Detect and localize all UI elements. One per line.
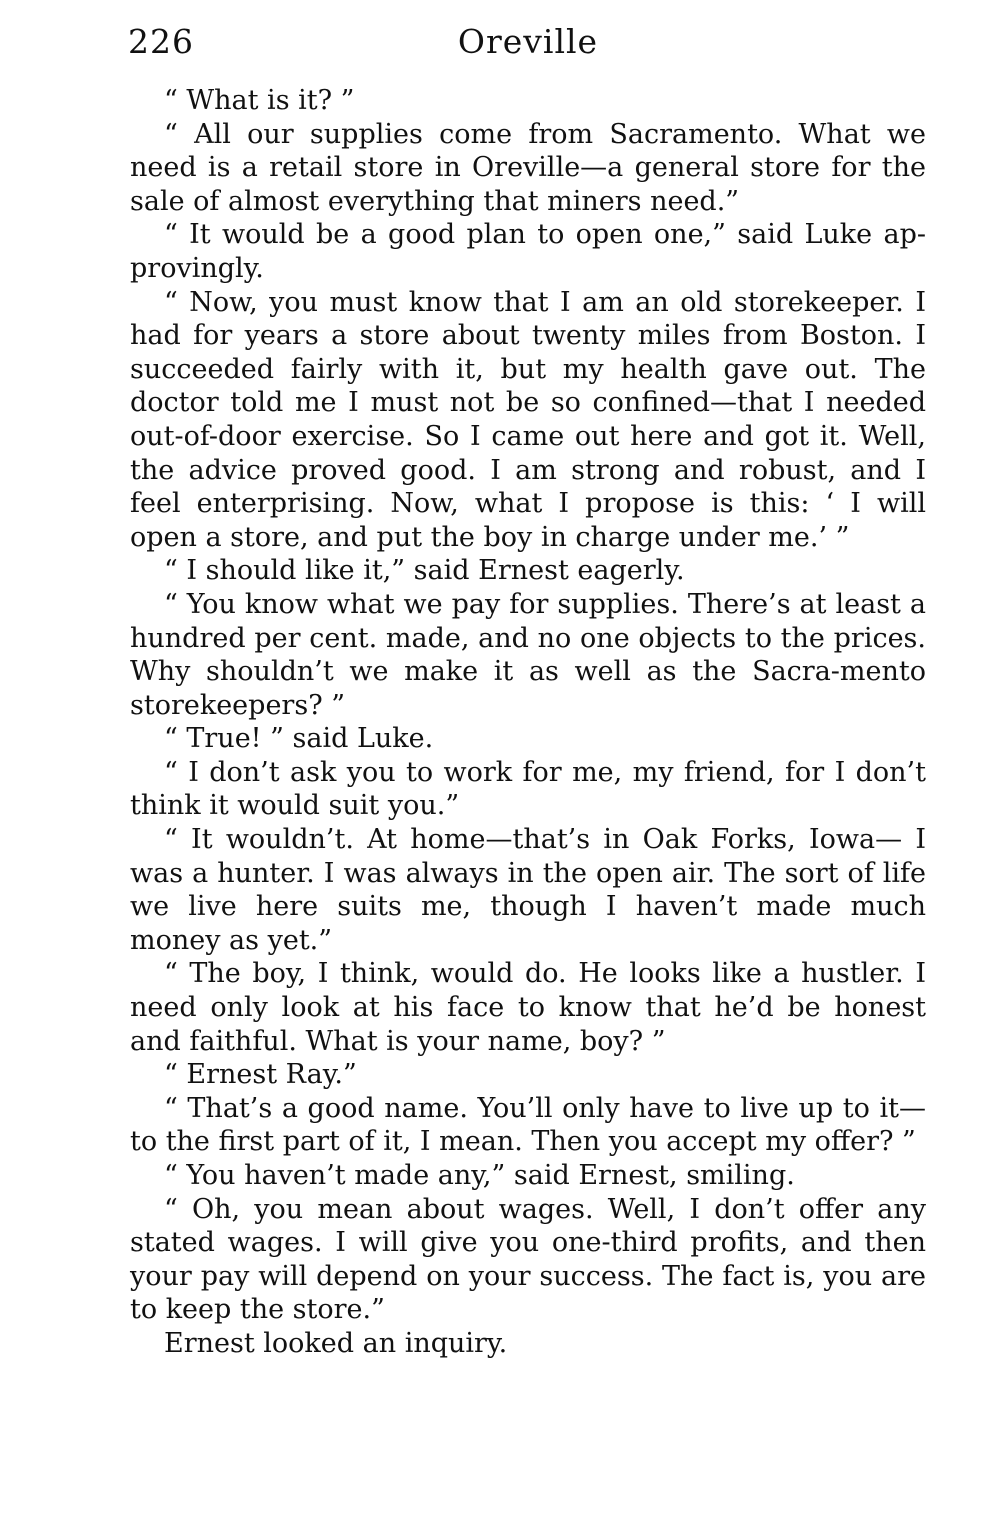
page-header [128, 22, 928, 66]
running-title: Oreville [457, 22, 599, 61]
paragraph: Ernest looked an inquiry. [164, 1327, 508, 1359]
paragraph: “ I don’t ask you to work for me, my friend, for I don’t think it would suit you.” [130, 756, 926, 822]
paragraph: “ It wouldn’t. At home—that’s in Oak Forks, Iowa— I was a hunter. I was always in the open air. The sort of life we live here suits me, though I haven’t made much money as yet.” [130, 824, 926, 956]
page-number: 226 [128, 22, 194, 61]
paragraph: “ It would be a good plan to open one,” said Luke ap-provingly. [130, 219, 926, 284]
paragraph: “ True! ” said Luke. [164, 723, 434, 755]
paragraph: “ Oh, you mean about wages. Well, I don’t offer any stated wages. I will give you one-third profits, and then your pay will depend on your success. The fact is, you are to keep the store.” [130, 1193, 926, 1326]
text-body [130, 84, 926, 1361]
paragraph: “ Ernest Ray.” [164, 1059, 357, 1091]
paragraph: “ What is it? ” [164, 85, 355, 116]
paragraph: “ You haven’t made any,” said Ernest, smiling. [164, 1160, 795, 1191]
paragraph: “ Now, you must know that I am an old storekeeper. I had for years a store about twenty miles from Boston. I succeeded fairly with it, but my health gave out. The doctor told me I must not be so confined—that I needed out-of-door exercise. So I came out here and got it. Well, the advice proved good. I am strong and robust, and I feel enterprising. Now, what I propose is this: ‘ I will open a store, and put the boy in charge under me.’ ” [130, 286, 926, 553]
paragraph: “ That’s a good name. You’ll only have to live up to it—to the first part of it, I mean. Then you accept my offer? ” [130, 1092, 926, 1158]
paragraph: “ The boy, I think, would do. He looks like a hustler. I need only look at his face to know that he’d be honest and faithful. What is your name, boy? ” [130, 958, 926, 1057]
paragraph: “ All our supplies come from Sacramento. What we need is a retail store in Oreville—a general store for the sale of almost everything that miners need.” [130, 118, 926, 217]
paragraph: “ I should like it,” said Ernest eagerly. [164, 555, 685, 587]
paragraph: “ You know what we pay for supplies. There’s at least a hundred per cent. made, and no one objects to the prices. Why shouldn’t we make it as well as the Sacra-mento storekeepers? ” [130, 588, 926, 721]
